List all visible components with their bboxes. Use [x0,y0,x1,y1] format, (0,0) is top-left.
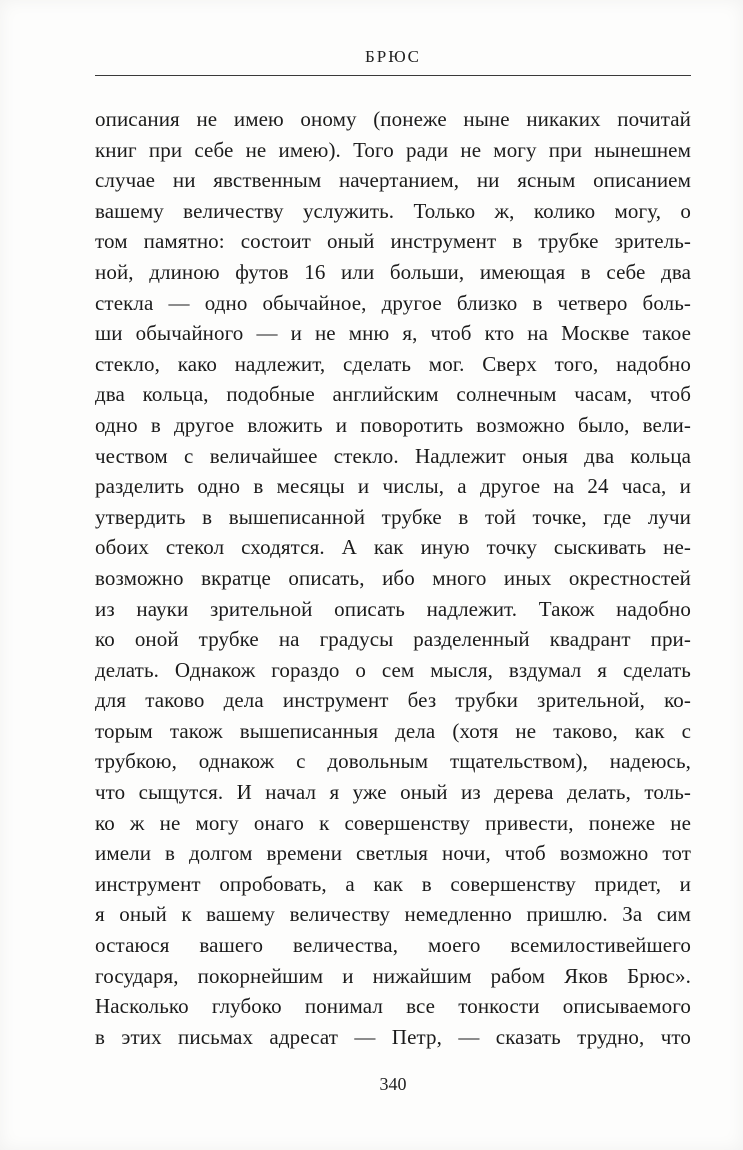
text-line: стекла — одно обычайное, другое близко в четверо боль- [95,290,691,315]
text-line: разделить одно в месяцы и числы, а другое на 24 часа, и [95,474,691,499]
page-number: 340 [379,1074,407,1094]
text-line: имели в долгом времени светлыя ночи, чтоб возможно тот [95,841,691,866]
text-line: ко ж не могу онаго к совершенству привести, понеже не [95,810,691,835]
text-line: остаюся вашего величества, моего всемилостивейшего [95,933,691,958]
text-line: вашему величеству услужить. Только ж, колико могу, о [95,198,691,223]
text-line: обоих стекол сходятся. А как иную точку сыскивать не- [95,535,691,560]
text-line: описания не имею оному (понеже ныне никаких почитай [95,107,691,131]
text-line: книг при себе не имею). Того ради не могу при нынешнем [95,137,691,162]
text-line: стекло, како надлежит, сделать мог. Сверх того, надобно [95,351,691,376]
text-line: ши обычайного — и не мню я, чтоб кто на Москве такое [95,321,691,346]
text-line: два кольца, подобные английским солнечным часам, чтоб [95,382,691,407]
text-line: том памятно: состоит оный инструмент в трубке зритель- [95,229,691,254]
text-line: возможно вкратце описать, ибо много иных окрестностей [95,565,691,590]
body-text [95,104,691,1052]
text-line: в этих письмах адресат — Петр, — сказать трудно, что [95,1024,691,1049]
text-line: ко оной трубке на градусы разделенный квадрант при- [95,627,691,652]
text-line: чеством с величайшее стекло. Надлежит оныя два кольца [95,443,691,468]
running-header: БРЮС [364,47,422,66]
text-line: я оный к вашему величеству немедленно пришлю. За сим [95,902,691,927]
text-line: Насколько глубоко понимал все тонкости описываемого [95,994,691,1019]
text-line: одно в другое вложить и поворотить возможно было, вели- [95,412,691,437]
header-rule [95,75,691,76]
text-line: что сыщутся. И начал я уже оный из дерева делать, толь- [95,780,691,805]
text-line: из науки зрительной описать надлежит. Також надобно [95,596,691,621]
text-line: ной, длиною футов 16 или больши, имеющая в себе два [95,259,691,284]
text-line: торым також вышеписанныя дела (хотя не таково, как с [95,718,691,743]
text-line: утвердить в вышеписанной трубке в той точке, где лучи [95,504,691,529]
text-line: для таково дела инструмент без трубки зрительной, ко- [95,688,691,713]
text-line: трубкою, однакож с довольным тщательством), надеюсь, [95,749,691,774]
text-line: инструмент опробовать, а как в совершенству придет, и [95,871,691,896]
text-line: случае ни явственным начертанием, ни ясным описанием [95,168,691,193]
text-line: делать. Однакож гораздо о сем мысля, вздумал я сделать [95,657,691,682]
text-line: государя, покорнейшим и нижайшим рабом Яков Брюс». [95,963,691,988]
